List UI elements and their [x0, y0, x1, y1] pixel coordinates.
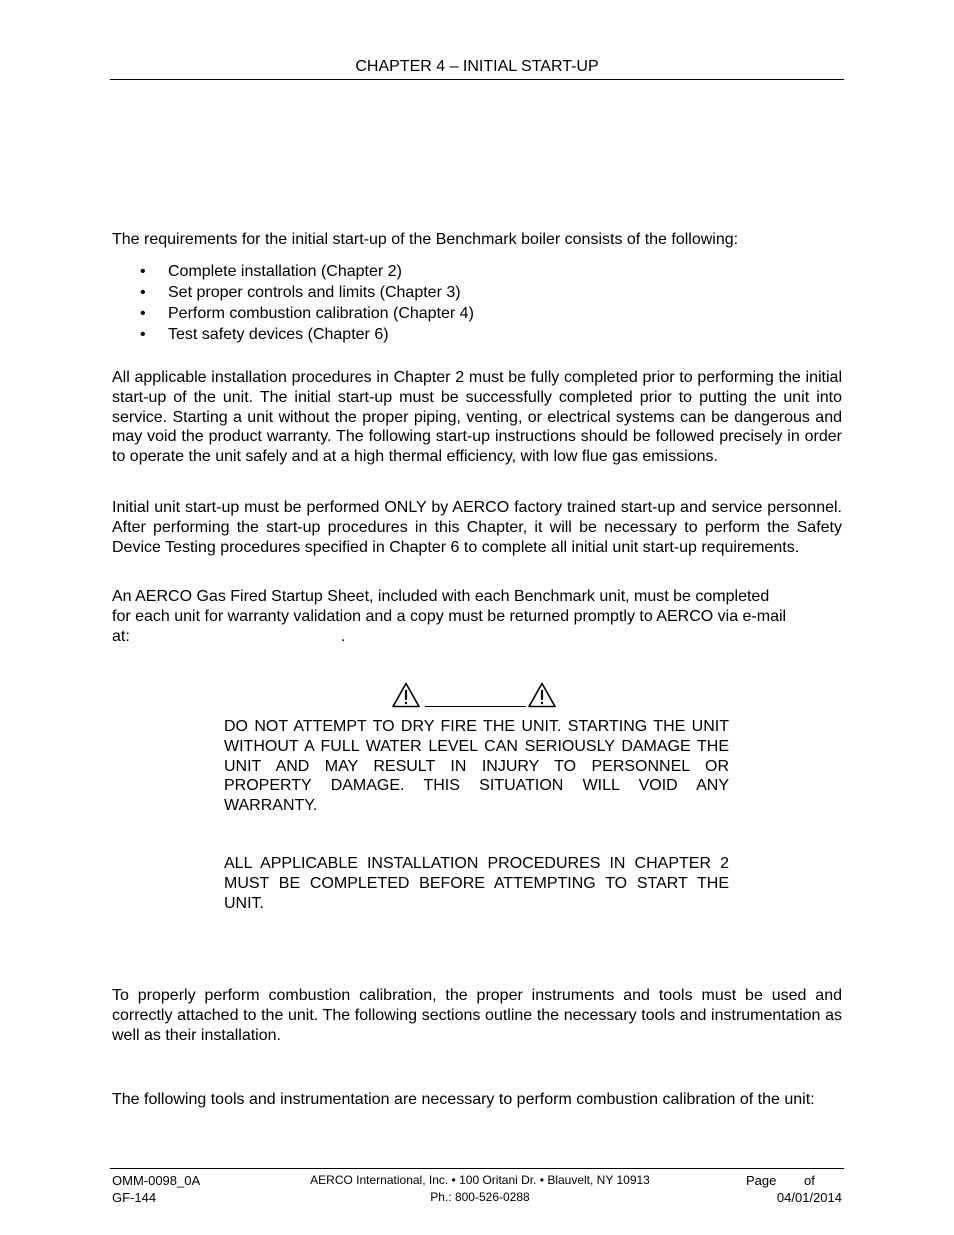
startup-sheet-line-3-suffix: . — [341, 628, 346, 645]
warning-header — [392, 681, 562, 709]
footer-of-label: of — [804, 1173, 815, 1188]
startup-sheet-line-1: An AERCO Gas Fired Startup Sheet, included with each Benchmark unit, must be completed — [112, 588, 770, 605]
personnel-paragraph: Initial unit start-up must be performed ONLY by AERCO factory trained start-up and service personnel. After performing the start-up procedures in this Chapter, it will be necessary to perform the Safety Device Testing procedures specified in Chapter 6 to complete all initial unit start-up requirements. — [112, 499, 842, 556]
warning-installation-text: ALL APPLICABLE INSTALLATION PROCEDURES IN CHAPTER 2 MUST BE COMPLETED BEFORE ATTEMPTING TO START THE UNIT. — [224, 855, 729, 912]
list-item: • Test safety devices (Chapter 6) — [140, 326, 389, 343]
footer-form-number: GF-144 — [112, 1190, 157, 1205]
footer-divider — [110, 1168, 844, 1169]
page-header-title: CHAPTER 4 – INITIAL START-UP — [355, 58, 599, 75]
footer-date: 04/01/2014 — [776, 1190, 842, 1205]
requirements-intro: The requirements for the initial start-up of the Benchmark boiler consists of the following: — [112, 231, 739, 248]
footer-page-label: Page — [746, 1173, 777, 1188]
startup-sheet-line-3-prefix: at: — [112, 628, 130, 645]
installation-paragraph: All applicable installation procedures in Chapter 2 must be fully completed prior to performing the initial start-up of the unit. The initial start-up must be successfully completed prior to putting the unit into service. Starting a unit without the proper piping, venting, or electrical systems can be dangerous and may void the product warranty. The following start-up instructions should be followed precisely in order to operate the unit safely and at a high thermal efficiency, with low flue gas emissions. — [112, 369, 842, 466]
warning-title-underline — [425, 706, 526, 707]
startup-sheet-line-2: for each unit for warranty validation and a copy must be returned promptly to AERCO via e-mail — [112, 608, 787, 625]
warning-triangle-icon — [528, 682, 556, 708]
list-item: • Perform combustion calibration (Chapter 4) — [140, 305, 474, 322]
calibration-intro-paragraph: To properly perform combustion calibration, the proper instruments and tools must be used and correctly attached to the unit. The following sections outline the necessary tools and instrumentation as well as their installation. — [112, 987, 842, 1044]
footer-phone: Ph.: 800-526-0288 — [430, 1190, 530, 1204]
warning-dry-fire-text: DO NOT ATTEMPT TO DRY FIRE THE UNIT. STARTING THE UNIT WITHOUT A FULL WATER LEVEL CAN SERIOUSLY DAMAGE THE UNIT AND MAY RESULT IN INJURY TO PERSONNEL OR PROPERTY DAMAGE. THIS SITUATION WILL VOID ANY WARRANTY. — [224, 718, 729, 815]
footer-doc-number: OMM-0098_0A — [112, 1173, 201, 1188]
list-item: • Complete installation (Chapter 2) — [140, 263, 402, 280]
header-divider — [110, 79, 844, 80]
requirements-list — [140, 261, 840, 345]
warning-triangle-icon — [392, 682, 420, 708]
tools-intro-paragraph: The following tools and instrumentation are necessary to perform combustion calibration of the unit: — [112, 1091, 815, 1108]
list-item: • Set proper controls and limits (Chapter 3) — [140, 284, 461, 301]
footer-company-address: AERCO International, Inc. • 100 Oritani Dr. • Blauvelt, NY 10913 — [310, 1173, 650, 1187]
